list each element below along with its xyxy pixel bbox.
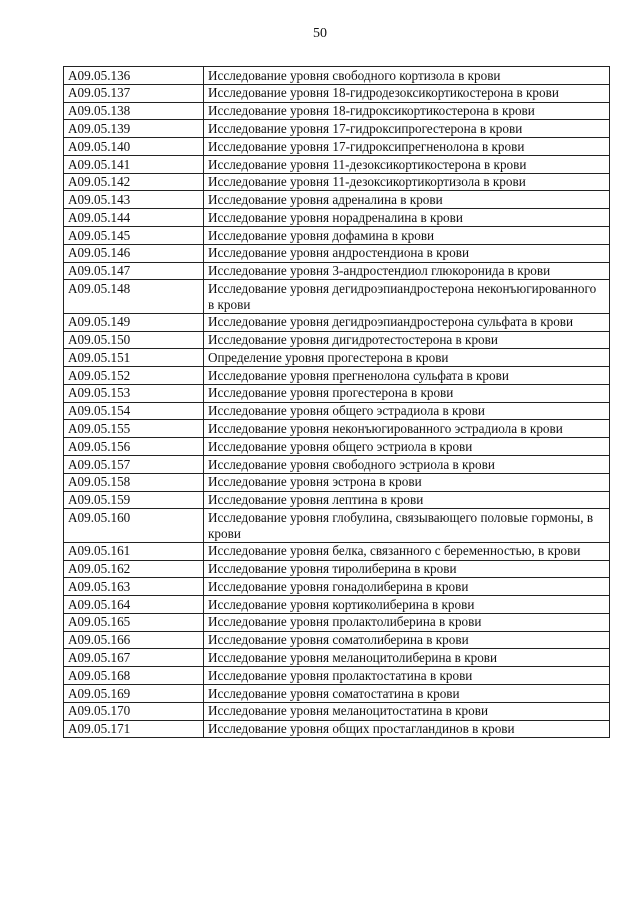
service-name-cell: Исследование уровня меланоцитолиберина в крови bbox=[204, 649, 610, 667]
table-row bbox=[64, 560, 610, 578]
service-code-cell: A09.05.139 bbox=[64, 120, 204, 138]
table-row bbox=[64, 631, 610, 649]
service-code-cell: A09.05.142 bbox=[64, 173, 204, 191]
table-row bbox=[64, 173, 610, 191]
service-name-cell: Исследование уровня андростендиона в крови bbox=[204, 244, 610, 262]
service-code-cell: A09.05.144 bbox=[64, 209, 204, 227]
service-code-cell: A09.05.161 bbox=[64, 542, 204, 560]
table-row bbox=[64, 684, 610, 702]
service-name-cell: Исследование уровня свободного кортизола в крови bbox=[204, 67, 610, 85]
service-code-cell: A09.05.152 bbox=[64, 367, 204, 385]
service-name-cell: Исследование уровня дегидроэпиандростерона сульфата в крови bbox=[204, 313, 610, 331]
table-row bbox=[64, 331, 610, 349]
service-name-cell: Исследование уровня адреналина в крови bbox=[204, 191, 610, 209]
service-name-cell: Исследование уровня свободного эстриола в крови bbox=[204, 456, 610, 474]
service-name-cell: Исследование уровня неконъюгированного эстрадиола в крови bbox=[204, 420, 610, 438]
service-code-cell: A09.05.159 bbox=[64, 491, 204, 509]
table-row bbox=[64, 155, 610, 173]
service-name-cell: Исследование уровня пролактолиберина в крови bbox=[204, 613, 610, 631]
service-name-cell: Исследование уровня соматостатина в крови bbox=[204, 684, 610, 702]
service-code-cell: A09.05.153 bbox=[64, 384, 204, 402]
service-name-cell: Исследование уровня общего эстриола в крови bbox=[204, 438, 610, 456]
service-name-cell: Исследование уровня дигидротестостерона в крови bbox=[204, 331, 610, 349]
service-code-cell: A09.05.148 bbox=[64, 280, 204, 313]
service-code-cell: A09.05.154 bbox=[64, 402, 204, 420]
service-code-cell: A09.05.156 bbox=[64, 438, 204, 456]
table-row bbox=[64, 578, 610, 596]
service-name-cell: Исследование уровня 11-дезоксикортикортизола в крови bbox=[204, 173, 610, 191]
service-code-cell: A09.05.164 bbox=[64, 596, 204, 614]
table-row bbox=[64, 227, 610, 245]
service-code-cell: A09.05.171 bbox=[64, 720, 204, 738]
service-name-cell: Исследование уровня эстрона в крови bbox=[204, 473, 610, 491]
service-name-cell: Исследование уровня кортиколиберина в крови bbox=[204, 596, 610, 614]
service-name-cell: Исследование уровня прегненолона сульфата в крови bbox=[204, 367, 610, 385]
service-code-cell: A09.05.138 bbox=[64, 102, 204, 120]
service-name-cell: Исследование уровня прогестерона в крови bbox=[204, 384, 610, 402]
table-row bbox=[64, 491, 610, 509]
service-name-cell: Исследование уровня лептина в крови bbox=[204, 491, 610, 509]
service-code-cell: A09.05.136 bbox=[64, 67, 204, 85]
service-name-cell: Исследование уровня 18-гидродезоксикортикостерона в крови bbox=[204, 84, 610, 102]
table-row bbox=[64, 280, 610, 313]
service-name-cell: Исследование уровня дегидроэпиандростерона неконъюгированного в крови bbox=[204, 280, 610, 313]
service-code-cell: A09.05.137 bbox=[64, 84, 204, 102]
service-code-cell: A09.05.150 bbox=[64, 331, 204, 349]
service-code-cell: A09.05.140 bbox=[64, 138, 204, 156]
service-code-cell: A09.05.160 bbox=[64, 509, 204, 542]
services-table-body bbox=[64, 67, 610, 738]
table-row bbox=[64, 420, 610, 438]
table-row bbox=[64, 667, 610, 685]
table-row bbox=[64, 367, 610, 385]
table-row bbox=[64, 138, 610, 156]
page-number: 50 bbox=[313, 26, 327, 41]
table-row bbox=[64, 102, 610, 120]
service-name-cell: Исследование уровня общих простагландинов в крови bbox=[204, 720, 610, 738]
service-name-cell: Исследование уровня пролактостатина в крови bbox=[204, 667, 610, 685]
table-row bbox=[64, 120, 610, 138]
service-code-cell: A09.05.145 bbox=[64, 227, 204, 245]
service-code-cell: A09.05.157 bbox=[64, 456, 204, 474]
service-name-cell: Исследование уровня белка, связанного с беременностью, в крови bbox=[204, 542, 610, 560]
service-code-cell: A09.05.162 bbox=[64, 560, 204, 578]
table-row bbox=[64, 456, 610, 474]
table-row bbox=[64, 613, 610, 631]
service-code-cell: A09.05.169 bbox=[64, 684, 204, 702]
service-name-cell: Исследование уровня меланоцитостатина в крови bbox=[204, 702, 610, 720]
table-row bbox=[64, 542, 610, 560]
service-name-cell: Исследование уровня 11-дезоксикортикостерона в крови bbox=[204, 155, 610, 173]
service-name-cell: Исследование уровня 17-гидроксипрогестерона в крови bbox=[204, 120, 610, 138]
service-name-cell: Исследование уровня гонадолиберина в крови bbox=[204, 578, 610, 596]
service-code-cell: A09.05.167 bbox=[64, 649, 204, 667]
service-name-cell: Исследование уровня 17-гидроксипрегненолона в крови bbox=[204, 138, 610, 156]
table-row bbox=[64, 402, 610, 420]
table-row bbox=[64, 209, 610, 227]
service-code-cell: A09.05.170 bbox=[64, 702, 204, 720]
service-name-cell: Исследование уровня соматолиберина в крови bbox=[204, 631, 610, 649]
service-code-cell: A09.05.149 bbox=[64, 313, 204, 331]
service-code-cell: A09.05.155 bbox=[64, 420, 204, 438]
table-row bbox=[64, 596, 610, 614]
table-row bbox=[64, 191, 610, 209]
table-row bbox=[64, 349, 610, 367]
service-name-cell: Определение уровня прогестерона в крови bbox=[204, 349, 610, 367]
table-row bbox=[64, 473, 610, 491]
service-name-cell: Исследование уровня дофамина в крови bbox=[204, 227, 610, 245]
table-row bbox=[64, 313, 610, 331]
service-code-cell: A09.05.141 bbox=[64, 155, 204, 173]
service-name-cell: Исследование уровня тиролиберина в крови bbox=[204, 560, 610, 578]
service-code-cell: A09.05.168 bbox=[64, 667, 204, 685]
table-row bbox=[64, 509, 610, 542]
services-table bbox=[63, 66, 610, 738]
service-code-cell: A09.05.158 bbox=[64, 473, 204, 491]
table-row bbox=[64, 262, 610, 280]
table-row bbox=[64, 384, 610, 402]
service-name-cell: Исследование уровня норадреналина в крови bbox=[204, 209, 610, 227]
table-row bbox=[64, 649, 610, 667]
table-row bbox=[64, 438, 610, 456]
service-code-cell: A09.05.165 bbox=[64, 613, 204, 631]
service-name-cell: Исследование уровня 3-андростендиол глюкоронида в крови bbox=[204, 262, 610, 280]
service-name-cell: Исследование уровня глобулина, связывающего половые гормоны, в крови bbox=[204, 509, 610, 542]
service-code-cell: A09.05.143 bbox=[64, 191, 204, 209]
service-code-cell: A09.05.163 bbox=[64, 578, 204, 596]
table-row bbox=[64, 720, 610, 738]
table-row bbox=[64, 67, 610, 85]
service-code-cell: A09.05.151 bbox=[64, 349, 204, 367]
service-name-cell: Исследование уровня 18-гидроксикортикостерона в крови bbox=[204, 102, 610, 120]
service-code-cell: A09.05.166 bbox=[64, 631, 204, 649]
table-row bbox=[64, 244, 610, 262]
table-row bbox=[64, 702, 610, 720]
service-code-cell: A09.05.147 bbox=[64, 262, 204, 280]
service-code-cell: A09.05.146 bbox=[64, 244, 204, 262]
service-name-cell: Исследование уровня общего эстрадиола в крови bbox=[204, 402, 610, 420]
table-row bbox=[64, 84, 610, 102]
